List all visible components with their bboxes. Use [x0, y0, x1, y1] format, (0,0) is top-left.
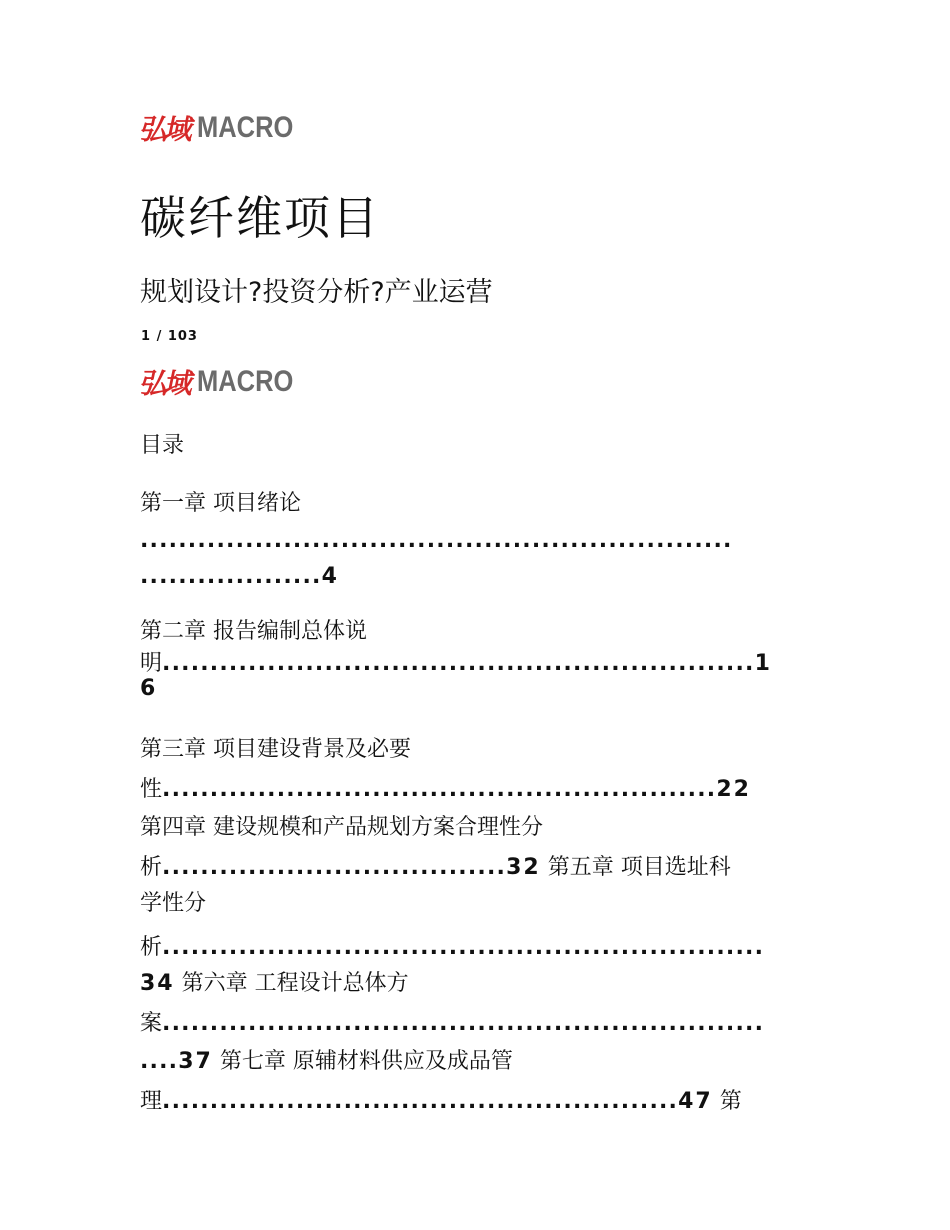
- toc-leader-dots: ......................................................: [162, 1089, 679, 1114]
- toc-page-number: 47: [678, 1089, 713, 1114]
- toc-entry-text: 析: [140, 935, 163, 960]
- toc-line: [140, 886, 206, 917]
- toc-leader-dots: ..........................................................: [162, 777, 717, 802]
- toc-entry-text: 理: [140, 1089, 163, 1114]
- toc-entry-text: 第: [712, 1089, 742, 1114]
- toc-entry-text: 第七章 原辅材料供应及成品管: [212, 1049, 513, 1074]
- toc-leader-dots: ...................: [140, 564, 322, 589]
- toc-entry-text: 第四章 建设规模和产品规划方案合理性分: [140, 815, 543, 840]
- toc-leader-dots: ..............................................................: [162, 651, 755, 676]
- toc-entry-text: 明: [140, 651, 163, 676]
- toc-line: [140, 930, 764, 961]
- toc-line: [140, 772, 751, 803]
- toc-leader-dots: ....................................: [162, 855, 507, 880]
- toc-line: [140, 1006, 764, 1037]
- document-title: 碳纤维项目: [140, 191, 380, 245]
- toc-page-number: 6: [140, 676, 158, 701]
- toc-line: [140, 614, 367, 645]
- logo-mark-2: 弘域: [137, 367, 195, 400]
- logo-text-2: MACRO: [197, 365, 294, 398]
- toc-line: [140, 528, 733, 553]
- company-logo-2: [137, 362, 310, 402]
- toc-page-number: 1: [754, 651, 772, 676]
- toc-line: [140, 1084, 742, 1115]
- toc-heading: 目录: [140, 433, 185, 458]
- page-indicator: 1 / 103: [141, 329, 198, 344]
- toc-entry-text: 第二章 报告编制总体说: [140, 619, 367, 644]
- toc-line: [140, 732, 411, 763]
- toc-page-number: 22: [716, 777, 751, 802]
- toc-line: [140, 486, 301, 517]
- logo-mark: 弘域: [137, 113, 195, 146]
- toc-line: [140, 564, 339, 589]
- toc-leader-dots: ...............................................................: [162, 1011, 765, 1036]
- toc-entry-text: 第三章 项目建设背景及必要: [140, 737, 411, 762]
- toc-line: [140, 850, 731, 881]
- toc-line: [140, 810, 543, 841]
- toc-line: [140, 676, 157, 701]
- toc-entry-text: 性: [140, 777, 163, 802]
- toc-leader-dots: ....: [140, 1049, 179, 1074]
- toc-page-number: 34: [140, 971, 175, 996]
- toc-entry-text: 案: [140, 1011, 163, 1036]
- toc-page-number: 4: [321, 564, 339, 589]
- toc-leader-dots: ...............................................................: [162, 935, 765, 960]
- toc-leader-dots: ..............................................................: [140, 528, 733, 553]
- toc-page-number: 32: [506, 855, 541, 880]
- toc-entry-text: 第一章 项目绪论: [140, 491, 301, 516]
- toc-page-number: 37: [178, 1049, 213, 1074]
- toc-line: [140, 1044, 513, 1075]
- toc-line: [140, 646, 772, 677]
- logo-text: MACRO: [197, 111, 294, 144]
- toc-line: [140, 966, 409, 997]
- toc-entry-text: 第五章 项目选址科: [540, 855, 731, 880]
- toc-entry-text: 第六章 工程设计总体方: [174, 971, 409, 996]
- toc-entry-text: 析: [140, 855, 163, 880]
- document-subtitle: 规划设计?投资分析?产业运营: [140, 277, 493, 308]
- company-logo: [137, 108, 310, 148]
- toc-entry-text: 学性分: [140, 891, 207, 916]
